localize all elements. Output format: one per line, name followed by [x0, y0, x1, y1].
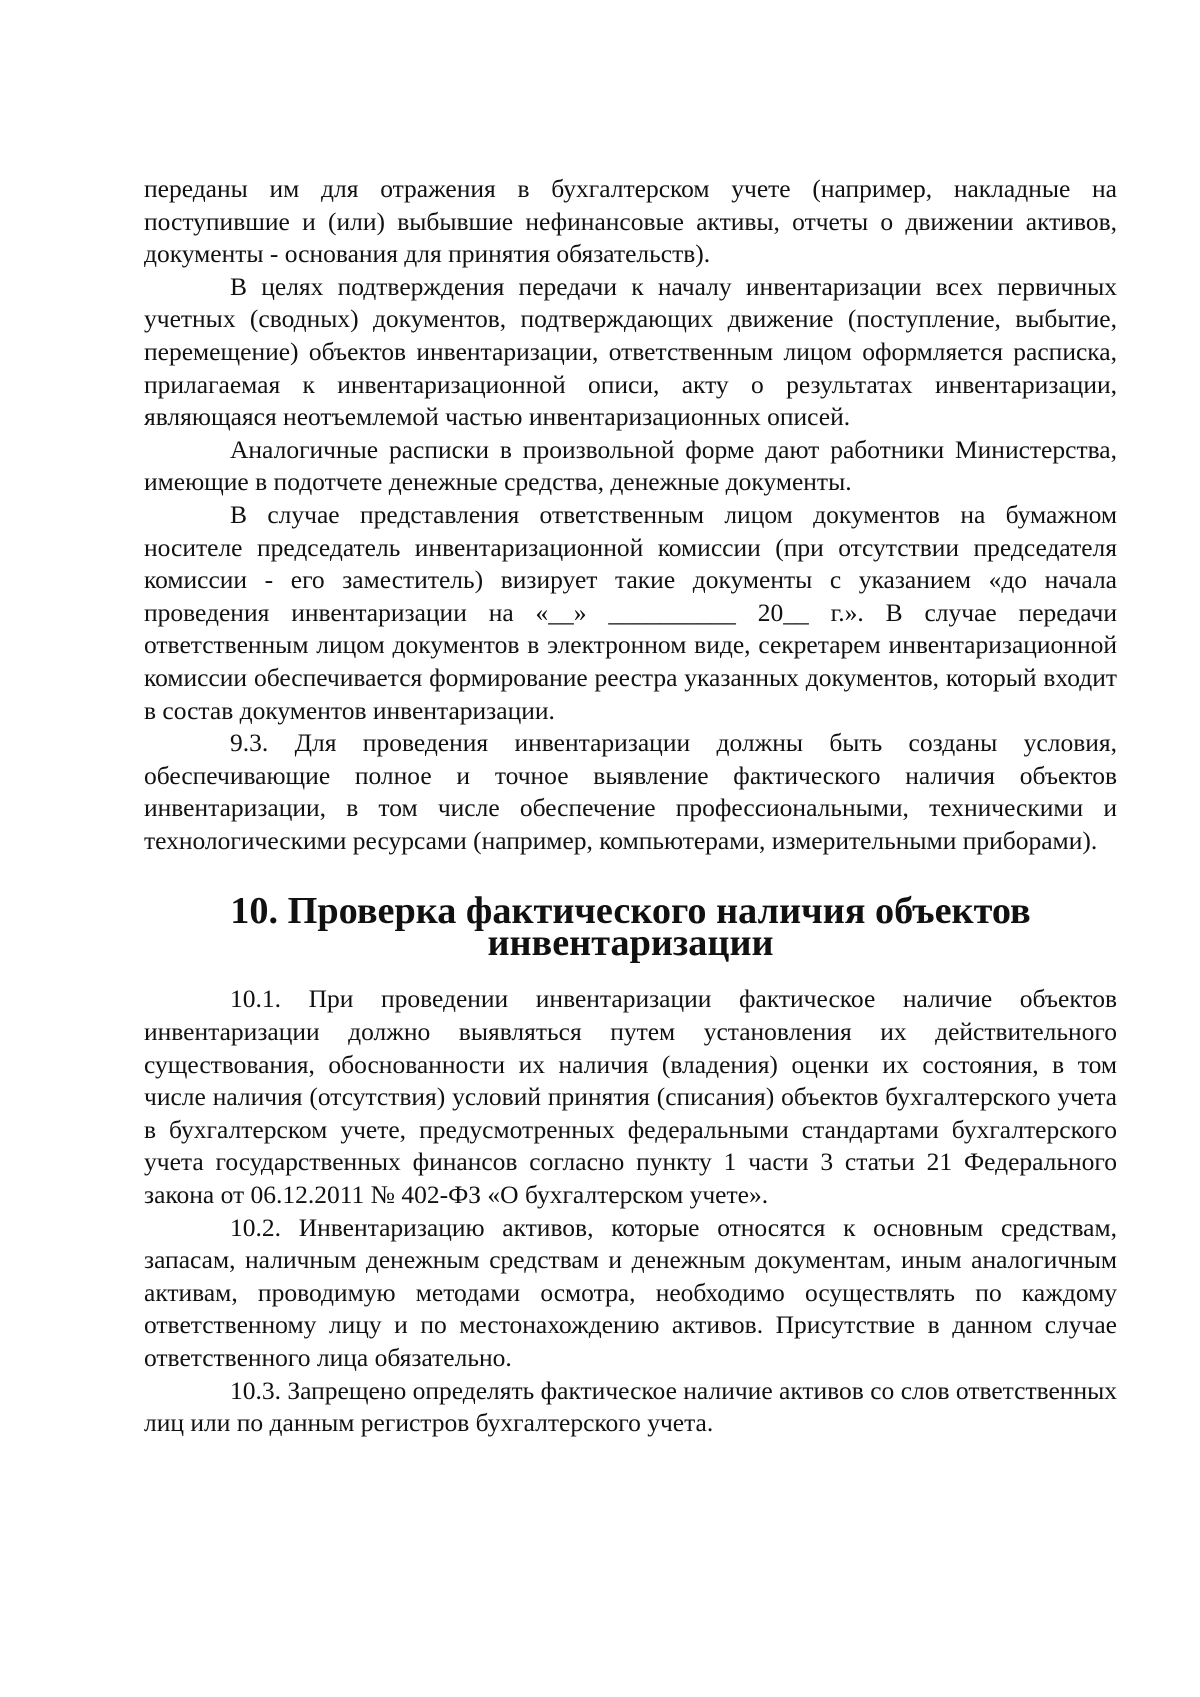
paragraph-receipt: В целях подтверждения передачи к началу инвентаризации всех первичных учетных (сводных) документов, подтверждающих движение (поступление, выбытие, перемещение) объектов инвентаризации, ответственным лицом оформляется расписка, прилагаемая к инвентаризационной описи, акту о результатах инвентаризации, являющаяся неотъемлемой частью инвентаризационных описей.: [144, 271, 1117, 432]
paragraph-continued: переданы им для отражения в бухгалтерском учете (например, накладные на поступившие и (или) выбывшие нефинансовые активы, отчеты о движении активов, документы - основания для принятия обязательств).: [144, 174, 1117, 269]
paragraph-9-3: 9.3. Для проведения инвентаризации должны быть созданы условия, обеспечивающие полное и точное выявление фактического наличия объектов инвентаризации, в том числе обеспечение профессиональными, техническими и технологическими ресурсами (например, компьютерами, измерительными приборами).: [144, 728, 1117, 855]
section-heading: 10. Проверка фактического наличия объектов инвентаризации: [230, 890, 1031, 965]
paragraph-10-3: 10.3. Запрещено определять фактическое наличие активов со слов ответственных лиц или по данным регистров бухгалтерского учета.: [144, 1375, 1117, 1438]
paragraph-10-2: 10.2. Инвентаризацию активов, которые относятся к основным средствам, запасам, наличным денежным средствам и денежным документам, иным аналогичным активам, проводимую методами осмотра, необходимо осуществлять по каждому ответственному лицу и по местонахождению активов. Присутствие в данном случае ответственного лица обязательно.: [144, 1212, 1117, 1372]
paragraph-paper-documents: В случае представления ответственным лицом документов на бумажном носителе председатель инвентаризационной комиссии (при отсутствии председателя комиссии - его заместитель) визирует такие документы с указанием «до начала проведения инвентаризации на «__» __________ 20__ г.». В случае передачи ответственным лицом документов в электронном виде, секретарем инвентаризационной комиссии обеспечивается формирование реестра указанных документов, который входит в состав документов инвентаризации.: [144, 499, 1117, 725]
document-page: [144, 173, 1117, 1440]
paragraph-similar-receipts: Аналогичные расписки в произвольной форме дают работники Министерства, имеющие в подотчете денежные средства, денежные документы.: [144, 434, 1117, 497]
paragraph-10-1: 10.1. При проведении инвентаризации фактическое наличие объектов инвентаризации должно выявляться путем установления их действительного существования, обоснованности их наличия (владения) оценки их состояния, в том числе наличия (отсутствия) условий принятия (списания) объектов бухгалтерского учета в бухгалтерском учете, предусмотренных федеральными стандартами бухгалтерского учета государственных финансов согласно пункту 1 части 3 статьи 21 Федерального закона от 06.12.2011 № 402-ФЗ «О бухгалтерском учете».: [144, 984, 1117, 1210]
